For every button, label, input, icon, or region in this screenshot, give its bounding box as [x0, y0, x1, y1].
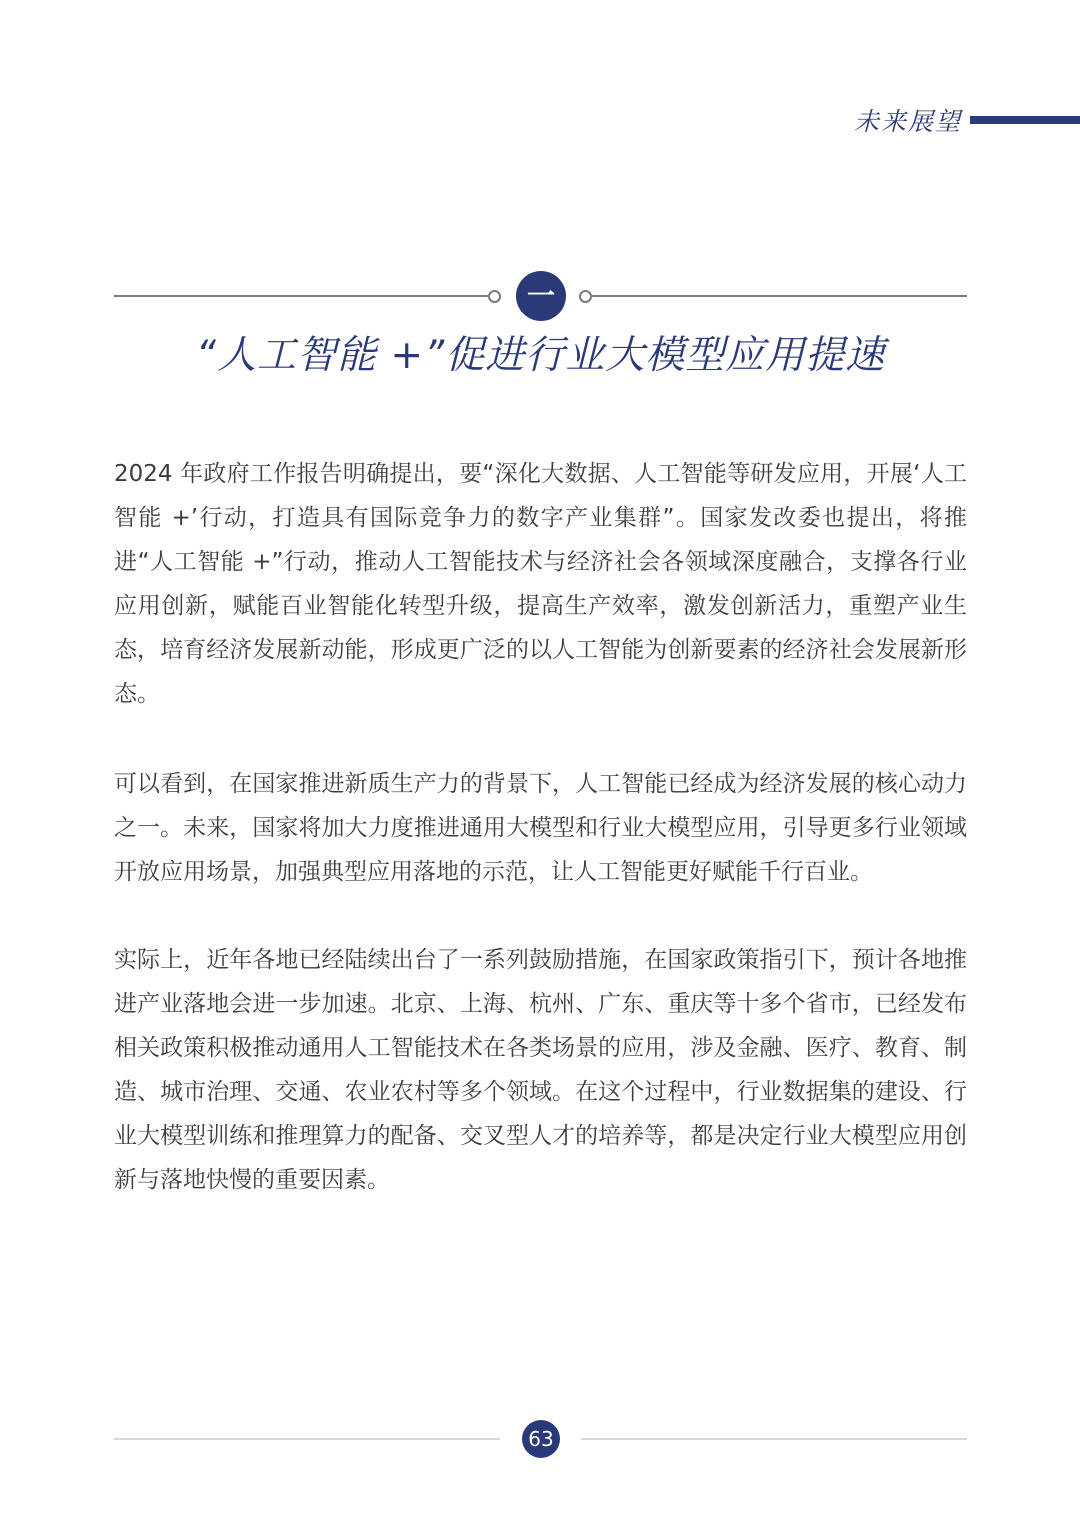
chapter-number-badge: 一: [516, 271, 566, 321]
page-number: 63: [522, 1420, 560, 1458]
paragraph-3: 实际上，近年各地已经陆续出台了一系列鼓励措施，在国家政策指引下，预计各地推进产业落地会进一步加速。北京、上海、杭州、广东、重庆等十多个省市，已经发布相关政策积极推动通用人工智能技术在各类场景的应用，涉及金融、医疗、教育、制造、城市治理、交通、农业农村等多个领域。在这个过程中，行业数据集的建设、行业大模型训练和推理算力的配备、交叉型人才的培养等，都是决定行业大模型应用创新与落地快慢的重要因素。: [114, 947, 967, 1193]
page-footer: [114, 1418, 967, 1460]
paragraph-2: 可以看到，在国家推进新质生产力的背景下，人工智能已经成为经济发展的核心动力之一。未来，国家将加大力度推进通用大模型和行业大模型应用，引导更多行业领域开放应用场景，加强典型应用落地的示范，让人工智能更好赋能千行百业。: [114, 771, 967, 885]
section-title: “人工智能 +”促进行业大模型应用提速: [195, 333, 886, 378]
footer-line-right: [581, 1438, 967, 1440]
section-label: 未来展望: [853, 107, 962, 136]
footer-line-left: [114, 1438, 500, 1440]
chapter-divider: [114, 268, 967, 324]
divider-line-left: [114, 295, 488, 297]
running-header: [854, 100, 1080, 140]
divider-dot-right: [579, 290, 592, 303]
divider-dot-left: [488, 290, 501, 303]
header-accent-bar: [970, 116, 1080, 124]
paragraph-1: 2024 年政府工作报告明确提出，要“深化大数据、人工智能等研发应用，开展‘人工智能 +’行动，打造具有国际竞争力的数字产业集群”。国家发改委也提出，将推进“人工智能 +”行动，推动人工智能技术与经济社会各领域深度融合，支撑各行业应用创新，赋能百业智能化转型升级，提高生产效率，激发创新活力，重塑产业生态，培育经济发展新动能，形成更广泛的以人工智能为创新要素的经济社会发展新形态。: [114, 461, 967, 707]
divider-line-right: [592, 295, 967, 297]
